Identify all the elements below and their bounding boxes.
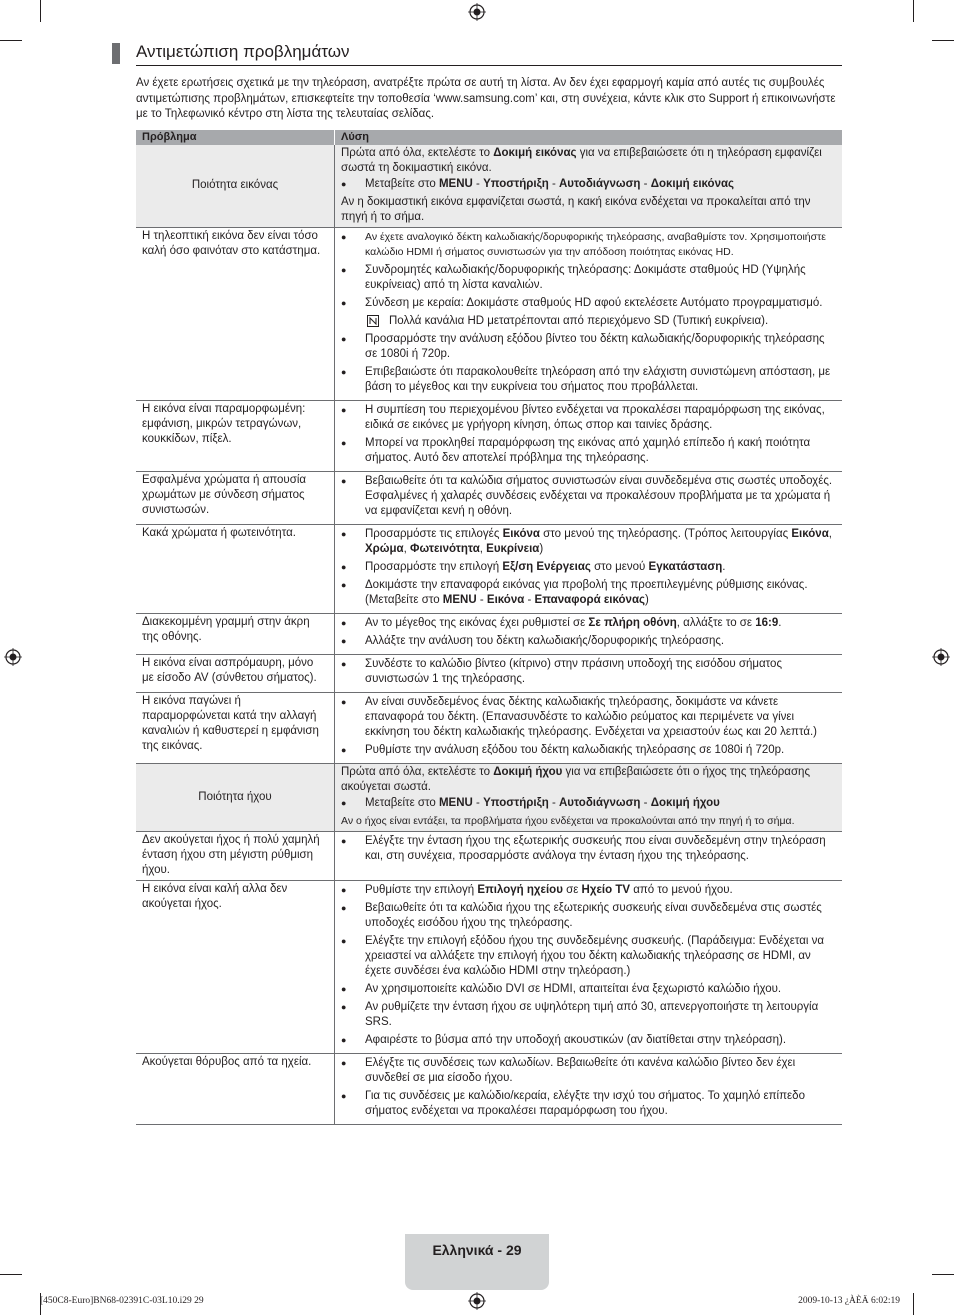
solution-cell [335, 1054, 843, 1125]
solution-text: Αν η δοκιμαστική εικόνα εμφανίζεται σωστά, η κακή εικόνα ενδέχεται να προκαλείται από την πηγή ή το σήμα. [341, 196, 811, 223]
list-item: ● Βεβαιωθείτε ότι τα καλώδια ήχου της εξωτερικής συσκευής είναι συνδεδεμένα στις σωστές υποδοχές εισόδου ήχου της τηλεόρασης. [341, 901, 836, 931]
print-slug-right: 2009-10-13 ¿ÀÈÄ 6:02:19 [798, 1296, 900, 1306]
crop-mark [0, 1274, 22, 1275]
crop-mark [40, 0, 41, 22]
crop-mark [913, 0, 914, 22]
title-marker [112, 43, 120, 64]
solution-cell [335, 145, 843, 228]
registration-mark-icon [932, 648, 950, 666]
list-item: ● Η συμπίεση του περιεχομένου βίντεο ενδέχεται να προκαλέσει παραμόρφωση της εικόνας, ειδικά σε εικόνες με γρήγορη κίνηση, όπως σπορ και ταινίες δράσης. [341, 403, 836, 433]
solution-text: Πρώτα από όλα, εκτελέστε το Δοκιμή ήχου για να επιβεβαιώσετε ότι ο ήχος της τηλεόρασης ακούγεται σωστά. [341, 766, 810, 793]
list-item: ● Αν έχετε αναλογικό δέκτη καλωδιακής/δορυφορικής τηλεόρασης, αναβαθμίστε τον. Χρησιμοποιήστε καλώδιο HDMI ή σήματος συνιστωσών για την απόδοση ποιότητας εικόνας HD. [341, 230, 836, 260]
table-row [136, 1054, 842, 1125]
list-item: ● Μεταβείτε στο MENU - Υποστήριξη - Αυτοδιάγνωση - Δοκιμή ήχου [341, 796, 836, 811]
list-item: ● Αν το μέγεθος της εικόνας έχει ρυθμιστεί σε Σε πλήρη οθόνη, αλλάξτε το σε 16:9. [341, 616, 836, 631]
page-title: Αντιμετώπιση προβλημάτων [136, 42, 350, 61]
list-item: ● Ελέγξτε την ένταση ήχου της εξωτερικής συσκευής που είναι συνδεδεμένη στην τηλεόραση και, στη συνέχεια, προσαρμόστε ανάλογα την ένταση ήχου της τηλεόρασης. [341, 834, 836, 864]
solution-text: Πρώτα από όλα, εκτελέστε το Δοκιμή εικόνας για να επιβεβαιώσετε ότι η τηλεόραση εμφανίζει σωστά τη δοκιμαστική εικόνα. [341, 147, 822, 174]
solution-cell [335, 693, 843, 764]
list-item: ● Προσαρμόστε την ανάλυση εξόδου βίντεο του δέκτη καλωδιακής/δορυφορικής τηλεόρασης σε 1080i ή 720p. [341, 332, 836, 362]
solution-cell [335, 472, 843, 525]
problem-cell: Κακά χρώματα ή φωτεινότητα. [136, 525, 335, 614]
problem-cell: Διακεκομμένη γραμμή στην άκρη της οθόνης. [136, 614, 335, 655]
list-item: ● Συνδέστε το καλώδιο βίντεο (κίτρινο) στην πράσινη υποδοχή της εισόδου σήματος συνιστωσών 1 της τηλεόρασης. [341, 657, 836, 687]
table-row [136, 472, 842, 525]
section-row-sound-quality [136, 764, 842, 832]
list-item: ● Αν χρησιμοποιείτε καλώδιο DVI σε HDMI, απαιτείται ένα ξεχωριστό καλώδιο ήχου. [341, 982, 836, 997]
note-icon [367, 315, 379, 327]
column-header-problem: Πρόβλημα [136, 130, 335, 145]
page-number: Ελληνικά - 29 [432, 1242, 522, 1258]
section-label: Ποιότητα εικόνας [136, 145, 335, 228]
troubleshooting-table [136, 130, 842, 1125]
problem-cell: Η εικόνα παγώνει ή παραμορφώνεται κατά την αλλαγή καναλιών ή καθυστερεί η εμφάνιση της εικόνας. [136, 693, 335, 764]
list-item: ● Ελέγξτε τις συνδέσεις των καλωδίων. Βεβαιωθείτε ότι κανένα καλώδιο βίντεο δεν έχει συνδεθεί σε μια είσοδο ήχου. [341, 1056, 836, 1086]
section-label: Ποιότητα ήχου [136, 764, 335, 832]
list-item: ● Βεβαιωθείτε ότι τα καλώδια σήματος συνιστωσών είναι συνδεδεμένα στις σωστές υποδοχές. Εσφαλμένες ή χαλαρές συνδέσεις ενδέχεται να προκαλέσουν προβλήματα με τα χρώματα ή να εμφανίζεται κενή η οθόνη. [341, 474, 836, 519]
list-item: ● Προσαρμόστε τις επιλογές Εικόνα στο μενού της τηλεόρασης. (Τρόπος λειτουργίας Εικόνα, Χρώμα, Φωτεινότητα, Ευκρίνεια) [341, 527, 836, 557]
list-item: ● Αφαιρέστε το βύσμα από την υποδοχή ακουστικών (αν διατίθεται στην τηλεόραση). [341, 1033, 836, 1048]
table-row [136, 881, 842, 1054]
title-divider [136, 65, 842, 66]
list-item: ● Συνδρομητές καλωδιακής/δορυφορικής τηλεόρασης: Δοκιμάστε σταθμούς HD (Υψηλής ευκρίνειας) από τη λίστα καναλιών. [341, 263, 836, 293]
list-item: ● Αλλάξτε την ανάλυση του δέκτη καλωδιακής/δορυφορικής τηλεόρασης. [341, 634, 836, 649]
problem-cell: Ακούγεται θόρυβος από τα ηχεία. [136, 1054, 335, 1125]
table-row [136, 228, 842, 401]
list-item: ● Προσαρμόστε την επιλογή Εξ/ση Ενέργειας στο μενού Εγκατάσταση. [341, 560, 836, 575]
solution-cell [335, 401, 843, 472]
solution-cell [335, 655, 843, 693]
table-row [136, 693, 842, 764]
crop-mark [932, 1274, 954, 1275]
crop-mark [0, 40, 22, 41]
solution-text: Αν ο ήχος είναι εντάξει, τα προβλήματα ήχου ενδέχεται να προκαλούνται από την πηγή ή το σήμα. [341, 815, 795, 827]
list-item: ● Μεταβείτε στο MENU - Υποστήριξη - Αυτοδιάγνωση - Δοκιμή εικόνας [341, 177, 836, 192]
problem-cell: Δεν ακούγεται ήχος ή πολύ χαμηλή ένταση ήχου στη μέγιστη ρύθμιση ήχου. [136, 832, 335, 881]
problem-cell: Εσφαλμένα χρώματα ή απουσία χρωμάτων με σύνδεση σήματος συνιστωσών. [136, 472, 335, 525]
table-header-row [136, 130, 842, 145]
section-row-picture-quality [136, 145, 842, 228]
print-slug-left: [450C8-Euro]BN68-02391C-03L10.i29 29 [40, 1296, 204, 1306]
table-row [136, 525, 842, 614]
table-row [136, 614, 842, 655]
intro-paragraph: Αν έχετε ερωτήσεις σχετικά με την τηλεόραση, ανατρέξτε πρώτα σε αυτή τη λίστα. Αν δεν έχει εφαρμογή καμία από αυτές τις συμβουλές αντιμετώπισης προβλημάτων, επισκεφτείτε την τοποθεσία ‘www.samsung.com’ και, στη συνέχεια, κάντε κλικ στο Support ή επικοινωνήστε με το Τηλεφωνικό κέντρο στη λίστα της τελευταίας σελίδας. [136, 77, 836, 120]
list-item: ● Ρυθμίστε την ανάλυση εξόδου του δέκτη καλωδιακής τηλεόρασης σε 1080i ή 720p. [341, 743, 836, 758]
list-item: ● Αν είναι συνδεδεμένος ένας δέκτης καλωδιακής τηλεόρασης, δοκιμάστε να κάνετε επαναφορά του δέκτη. (Επανασυνδέστε το καλώδιο ρεύματος και περιμένετε να γίνει εκκίνηση του δέκτη καλωδιακής τηλεόρασης. Ενδέχεται να χρειαστούν έως και 20 λεπτά.) [341, 695, 836, 740]
note-item: Πολλά κανάλια HD μετατρέπονται από περιεχόμενο SD (Τυπική ευκρίνεια). [341, 314, 836, 329]
column-header-solution: Λύση [335, 130, 843, 145]
registration-mark-icon [468, 1292, 486, 1310]
solution-cell [335, 881, 843, 1054]
list-item: ● Μπορεί να προκληθεί παραμόρφωση της εικόνας από χαμηλό επίπεδο ή κακή ποιότητα σήματος. Αυτό δεν αποτελεί πρόβλημα της τηλεόρασης. [341, 436, 836, 466]
list-item: ● Επιβεβαιώστε ότι παρακολουθείτε τηλεόραση από την ελάχιστη συνιστώμενη απόσταση, με βάση το μέγεθος και την ευκρίνεια του σήματος που προβάλλεται. [341, 365, 836, 395]
solution-cell [335, 614, 843, 655]
list-item: ● Αν ρυθμίζετε την ένταση ήχου σε υψηλότερη τιμή από 30, απενεργοποιήστε τη λειτουργία SRS. [341, 1000, 836, 1030]
list-item: ● Σύνδεση με κεραία: Δοκιμάστε σταθμούς HD αφού εκτελέσετε Αυτόματο προγραμματισμό. [341, 296, 836, 311]
list-item: ● Για τις συνδέσεις με καλώδιο/κεραία, ελέγξτε την ισχύ του σήματος. Το χαμηλό επίπεδο σήματος ενδέχεται να προκαλέσει παραμόρφωση του ήχου. [341, 1089, 836, 1119]
list-item: ● Ελέγξτε την επιλογή εξόδου ήχου της συνδεδεμένης συσκευής. (Παράδειγμα: Ενδέχεται να χρειαστεί να αλλάξετε την επιλογή ήχου του δέκτη καλωδιακής τηλεόρασης σε HDMI, αν έχετε συνδέσει ένα καλώδιο HDMI στην τηλεόραση.) [341, 934, 836, 979]
problem-cell: Η εικόνα είναι παραμορφωμένη: εμφάνιση, μικρών τετραγώνων, κουκκίδων, πίξελ. [136, 401, 335, 472]
problem-cell: Η τηλεοπτική εικόνα δεν είναι τόσο καλή όσο φαινόταν στο κατάστημα. [136, 228, 335, 401]
list-item: ● Ρυθμίστε την επιλογή Επιλογή ηχείου σε Ηχείο TV από το μενού ήχου. [341, 883, 836, 898]
solution-cell [335, 228, 843, 401]
crop-mark [913, 1293, 914, 1315]
list-item: ● Δοκιμάστε την επαναφορά εικόνας για προβολή της προεπιλεγμένης ρύθμισης εικόνας. (Μεταβείτε στο MENU - Εικόνα - Επαναφορά εικόνας) [341, 578, 836, 608]
problem-cell: Η εικόνα είναι ασπρόμαυρη, μόνο με είσοδο AV (σύνθετου σήματος). [136, 655, 335, 693]
registration-mark-icon [468, 3, 486, 21]
registration-mark-icon [4, 648, 22, 666]
problem-cell: Η εικόνα είναι καλή αλλα δεν ακούγεται ήχος. [136, 881, 335, 1054]
solution-cell [335, 832, 843, 881]
table-row [136, 401, 842, 472]
table-row [136, 832, 842, 881]
table-row [136, 655, 842, 693]
solution-cell [335, 764, 843, 832]
crop-mark [932, 40, 954, 41]
solution-cell [335, 525, 843, 614]
